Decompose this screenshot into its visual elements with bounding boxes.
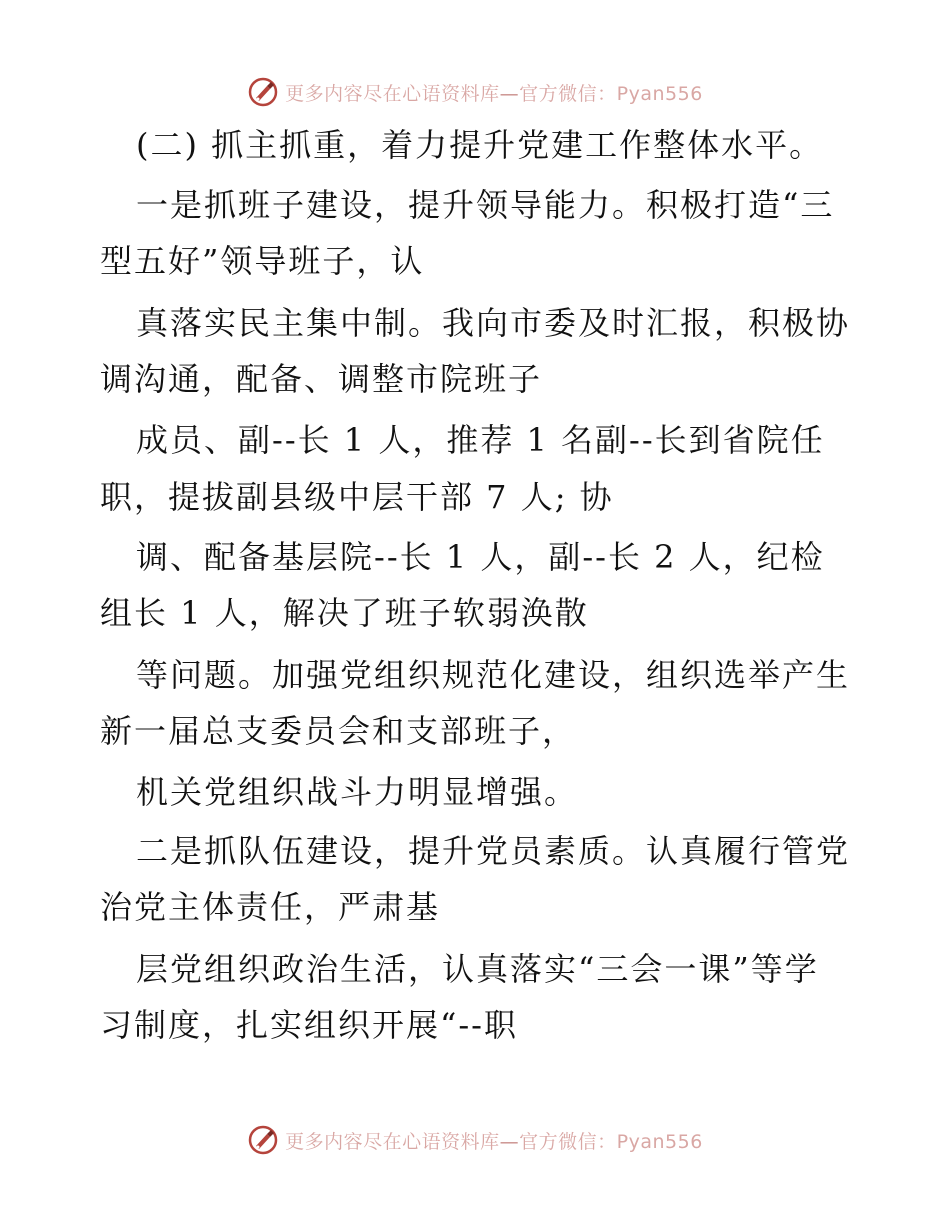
paragraph-line: 型五好”领导班子，认 xyxy=(100,242,425,280)
paragraph-line: 组长 1 人，解决了班子软弱涣散 xyxy=(100,594,589,632)
watermark-footer xyxy=(0,1120,950,1160)
paragraph-line: 治党主体责任，严肃基 xyxy=(100,888,441,926)
section-heading: (二) 抓主抓重，着力提升党建工作整体水平。 xyxy=(136,126,824,164)
paragraph-line: 习制度，扎实组织开展“--职 xyxy=(100,1006,518,1044)
paragraph-line: 新一届总支委员会和支部班子， xyxy=(100,712,577,750)
pen-logo-icon xyxy=(247,76,279,108)
paragraph-line: 调、配备基层院--长 1 人，副--长 2 人，纪检 xyxy=(136,538,825,576)
paragraph-line: 职，提拔副县级中层干部 7 人; 协 xyxy=(100,478,614,516)
paragraph-line: 调沟通，配备、调整市院班子 xyxy=(100,360,543,398)
paragraph-line: 成员、副--长 1 人，推荐 1 名副--长到省院任 xyxy=(136,421,825,459)
watermark-header xyxy=(0,72,950,112)
paragraph-line: 真落实民主集中制。我向市委及时汇报，积极协 xyxy=(136,304,851,342)
watermark-text: 更多内容尽在心语资料库—官方微信：Pyan556 xyxy=(285,1130,703,1153)
paragraph-line: 二是抓队伍建设，提升党员素质。认真履行管党 xyxy=(136,832,851,870)
pen-logo-icon xyxy=(247,1124,279,1156)
paragraph-line: 层党组织政治生活，认真落实“三会一课”等学 xyxy=(136,950,819,988)
paragraph-line: 机关党组织战斗力明显增强。 xyxy=(136,773,579,811)
paragraph-line: 一是抓班子建设，提升领导能力。积极打造“三 xyxy=(136,186,835,224)
watermark-text: 更多内容尽在心语资料库—官方微信：Pyan556 xyxy=(285,82,703,105)
paragraph-line: 等问题。加强党组织规范化建设，组织选举产生 xyxy=(136,656,851,694)
